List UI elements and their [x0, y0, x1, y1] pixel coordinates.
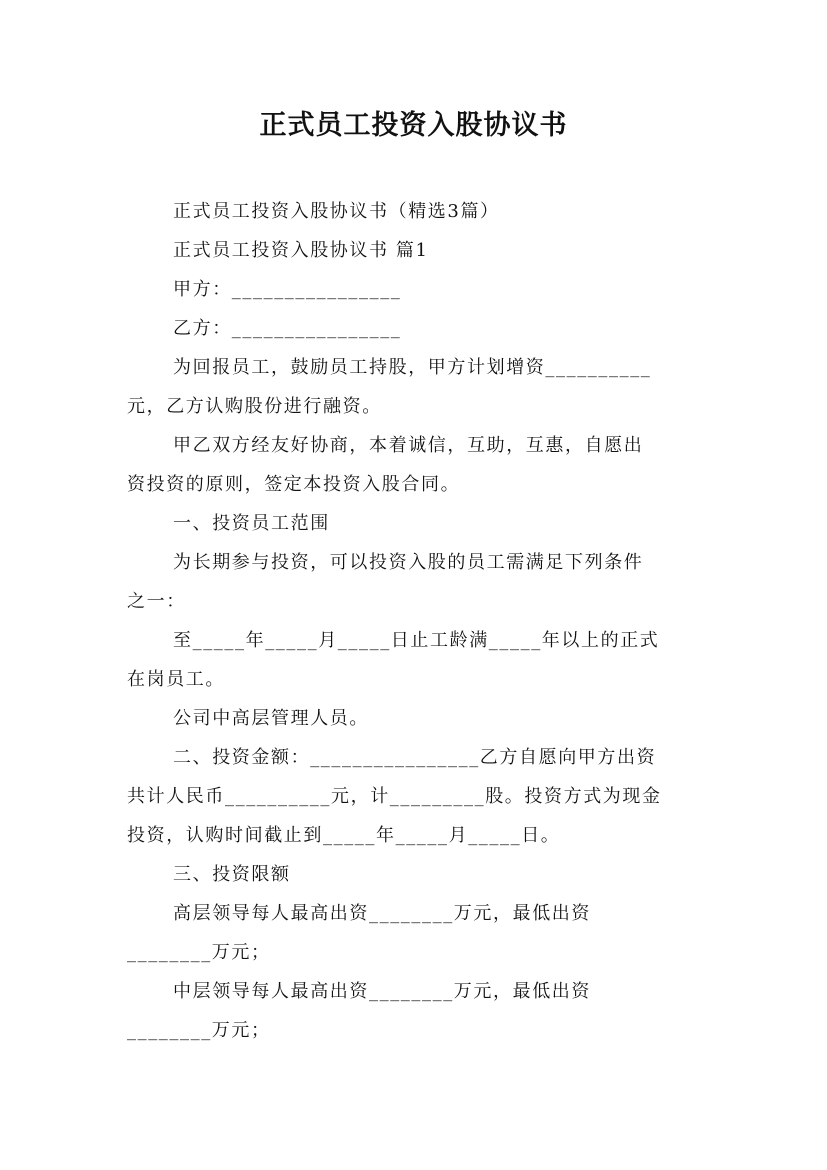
paragraph-line: ________万元； [127, 942, 271, 963]
paragraph-line: 之一： [127, 591, 186, 612]
paragraph-line: 资投资的原则，签定本投资入股合同。 [127, 474, 461, 495]
paragraph-line: 元，乙方认购股份进行融资。 [127, 396, 382, 417]
paragraph-line: 甲乙双方经友好协商，本着诚信，互助，互惠，自愿出 [173, 435, 644, 456]
paragraph-line: 中层领导每人最高出资________万元，最低出资 [173, 981, 591, 1002]
paragraph-line: 共计人民币__________元，计_________股。投资方式为现金 [127, 786, 662, 807]
subtitle-line: 正式员工投资入股协议书（精选3篇） [173, 201, 500, 222]
clause-heading: 三、投资限额 [173, 864, 291, 885]
clause-heading: 二、投资金额：________________乙方自愿向甲方出资 [173, 747, 657, 768]
paragraph-line: ________万元； [127, 1020, 271, 1041]
paragraph-line: 公司中高层管理人员。 [173, 708, 369, 729]
paragraph-line: 为长期参与投资，可以投资入股的员工需满足下列条件 [173, 552, 644, 573]
document-title: 正式员工投资入股协议书 [259, 110, 568, 141]
paragraph-line: 为回报员工，鼓励员工持股，甲方计划增资__________ [173, 357, 652, 378]
paragraph-line: 投资，认购时间截止到_____年_____月_____日。 [127, 825, 561, 846]
party-b-line: 乙方：________________ [173, 318, 402, 339]
paragraph-line: 在岗员工。 [127, 669, 225, 690]
paragraph-line: 至_____年_____月_____日止工龄满_____年以上的正式 [173, 630, 660, 651]
section-heading-line: 正式员工投资入股协议书 篇1 [173, 240, 429, 261]
party-a-line: 甲方：________________ [173, 279, 402, 300]
clause-heading: 一、投资员工范围 [173, 513, 330, 534]
paragraph-line: 高层领导每人最高出资________万元，最低出资 [173, 903, 591, 924]
